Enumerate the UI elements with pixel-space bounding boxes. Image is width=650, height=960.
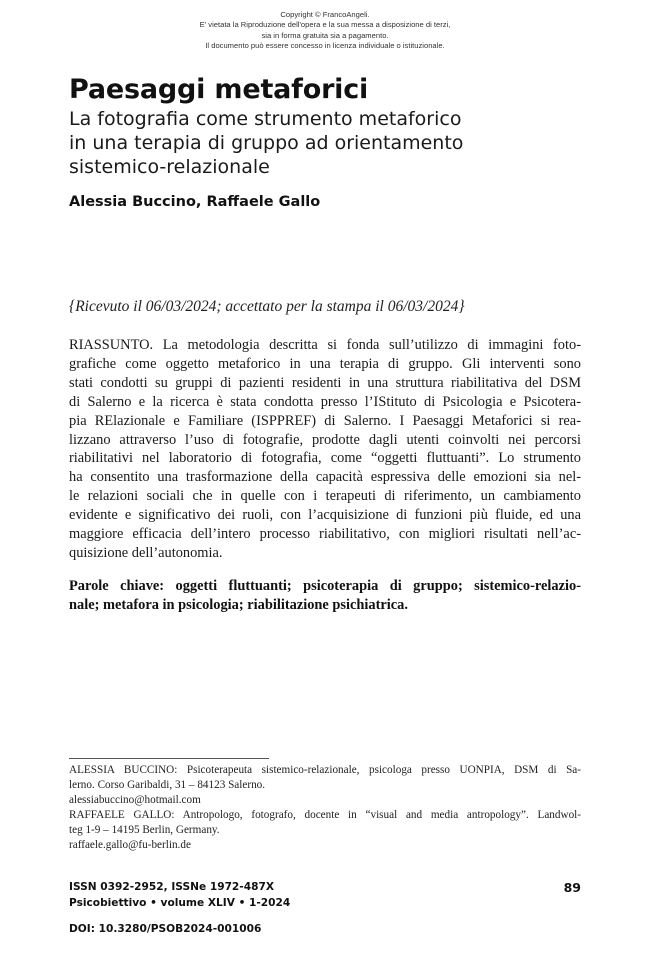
copyright-line: Copyright © FrancoAngeli. — [280, 10, 370, 19]
abstract-line: RIASSUNTO. La metodologia descritta si fonda sull’utilizzo di immagini foto- — [69, 337, 581, 353]
abstract-line: stati condotti su gruppi di pazienti residenti in una struttura riabilitativa del DSM — [69, 374, 581, 391]
copyright-notice — [0, 10, 650, 52]
abstract-line: maggiore efficacia dell’intero processo riabilitativo, con migliori risultati nell’ac- — [69, 526, 581, 543]
abstract-line: pia RElazionale e Familiare (ISPPREF) di Salerno. I Paesaggi Metaforici si rea- — [69, 412, 581, 429]
footnote-line: RAFFAELE GALLO: Antropologo, fotografo, docente in “visual and media antropology”. Landwol- — [69, 809, 581, 822]
keywords-line: Parole chiave: oggetti fluttuanti; psicoterapia di gruppo; sistemico-relazio- — [69, 578, 581, 594]
journal-volume: Psicobiettivo • volume XLIV • 1-2024 — [69, 896, 291, 909]
keywords-line: nale; metafora in psicologia; riabilitazione psichiatrica. — [69, 597, 408, 613]
page-number: 89 — [563, 880, 581, 895]
abstract-line: lizzano attraverso l’uso di fotografie, prodotte dagli utenti coinvolti nei percorsi — [69, 431, 581, 448]
keywords — [69, 577, 581, 615]
article-subtitle — [69, 107, 589, 179]
authors: Alessia Buccino, Raffaele Gallo — [69, 194, 321, 210]
abstract-line: grafiche come oggetto metaforico in una terapia di gruppo. Gli interventi sono — [69, 355, 581, 372]
abstract — [69, 336, 581, 563]
doi[interactable]: DOI: 10.3280/PSOB2024-001006 — [69, 923, 262, 935]
author-email[interactable]: raffaele.gallo@fu-berlin.de — [69, 839, 191, 852]
footnote-divider — [69, 758, 269, 759]
subtitle-line: in una terapia di gruppo ad orientamento — [69, 132, 464, 154]
subtitle-line: La fotografia come strumento metaforico — [69, 108, 462, 130]
issn: ISSN 0392-2952, ISSNe 1972-487X — [69, 881, 274, 893]
article-title: Paesaggi metaforici — [69, 74, 369, 105]
abstract-line: le relazioni sociali che in quelle con i terapeuti di riferimento, un cambiamento — [69, 488, 581, 505]
received-date: {Ricevuto il 06/03/2024; accettato per la stampa il 06/03/2024} — [69, 298, 465, 315]
copyright-line: Il documento può essere concesso in licenza individuale o istituzionale. — [205, 41, 445, 51]
abstract-line: riabilitativi nel laboratorio di fotografia, come “oggetti fluttuanti”. Lo strumento — [69, 450, 581, 467]
author-email[interactable]: alessiabuccino@hotmail.com — [69, 794, 201, 807]
footnote-line: ALESSIA BUCCINO: Psicoterapeuta sistemico-relazionale, psicologa presso UONPIA, DSM di Sa- — [69, 764, 581, 776]
abstract-line: quisizione dell’autonomia. — [69, 544, 223, 561]
footnote-line: lerno. Corso Garibaldi, 31 – 84123 Salerno. — [69, 779, 266, 792]
journal-info — [69, 880, 290, 911]
copyright-line: E' vietata la Riproduzione dell'opera e la sua messa a disposizione di terzi, — [199, 20, 451, 30]
copyright-line: sia in forma gratuita sia a pagamento. — [261, 30, 389, 40]
abstract-line: ha consentito una trasformazione della capacità espressiva delle emozioni sia nel- — [69, 469, 581, 486]
abstract-line: evidente e significativo dei ruoli, con l’acquisizione di funzioni più fluide, ed una — [69, 507, 581, 524]
author-footnotes — [69, 763, 581, 854]
abstract-line: di Salerno e la ricerca è stata condotta presso l’IStituto di Psicologia e Psicotera- — [69, 393, 581, 410]
footnote-line: teg 1-9 – 14195 Berlin, Germany. — [69, 824, 220, 837]
subtitle-line: sistemico-relazionale — [69, 156, 270, 178]
